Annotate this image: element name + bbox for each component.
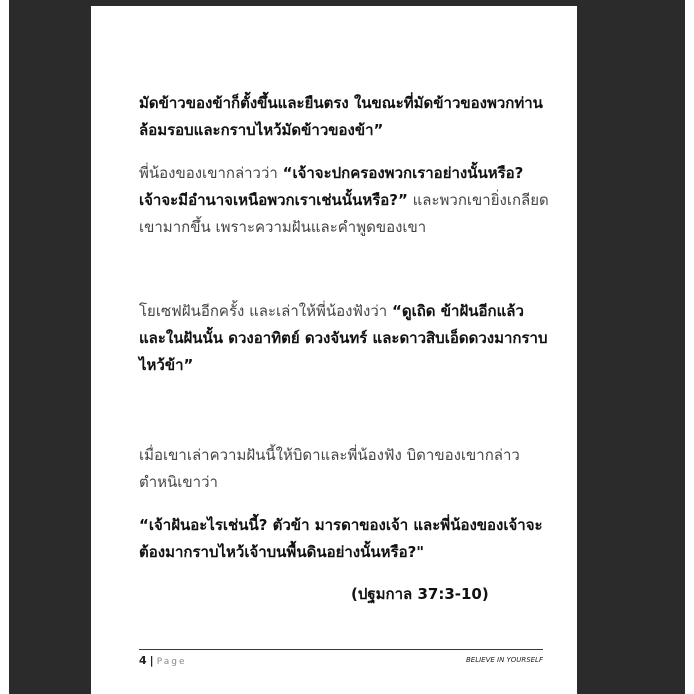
footer-page-info [139,654,186,667]
page-number: 4 [139,654,147,667]
text-segment: และพวกเขายิ่งเกลียดเขามากขึ้น เพราะความฝันและคำพูดของเขา [139,191,549,236]
text-segment: พี่น้องของเขากล่าวว่า [139,164,283,182]
page-label: Page [156,657,187,667]
text-segment: มัดข้าวของข้าก็ตั้งขึ้นและยืนตรง ในขณะที่มัดข้าวของพวกท่านล้อมรอบและกราบไหว้มัดข้าวของข้า” [139,94,543,139]
paragraph-3 [139,298,549,379]
paragraph-2 [139,160,549,241]
document-page [91,6,577,694]
text-segment: เมื่อเขาเล่าความฝันนี้ให้บิดาและพี่น้องฟัง บิดาของเขากล่าวตำหนิเขาว่า [139,446,520,491]
paragraph-1 [139,90,549,144]
text-segment: “เจ้าจะปกครองพวกเราอย่างนั้นหรือ? เจ้าจะมีอำนาจเหนือพวกเราเช่นนั้นหรือ?” [139,164,524,209]
text-segment: โยเซฟฝันอีกครั้ง และเล่าให้พี่น้องฟังว่า [139,302,392,320]
paragraph-4 [139,442,549,496]
viewer-left-margin [0,0,9,694]
text-segment: “เจ้าฝันอะไรเช่นนี้? ตัวข้า มารดาของเจ้า และพี่น้องของเจ้าจะต้องมากราบไหว้เจ้าบนพื้นดินอย่างนั้นหรือ?" [139,516,543,561]
viewer-right-margin [685,0,694,694]
scripture-reference: (ปฐมกาล 37:3-10) [351,585,489,603]
book-title: BELIEVE IN YOURSELF [465,656,543,664]
paragraph-5 [139,512,549,566]
footer-separator: | [149,654,154,667]
text-segment: “ดูเถิด ข้าฝันอีกแล้ว และในฝันนั้น ดวงอาทิตย์ ดวงจันทร์ และดาวสิบเอ็ดดวงมากราบไหว้ข้า” [139,302,548,374]
footer-divider [139,649,543,650]
